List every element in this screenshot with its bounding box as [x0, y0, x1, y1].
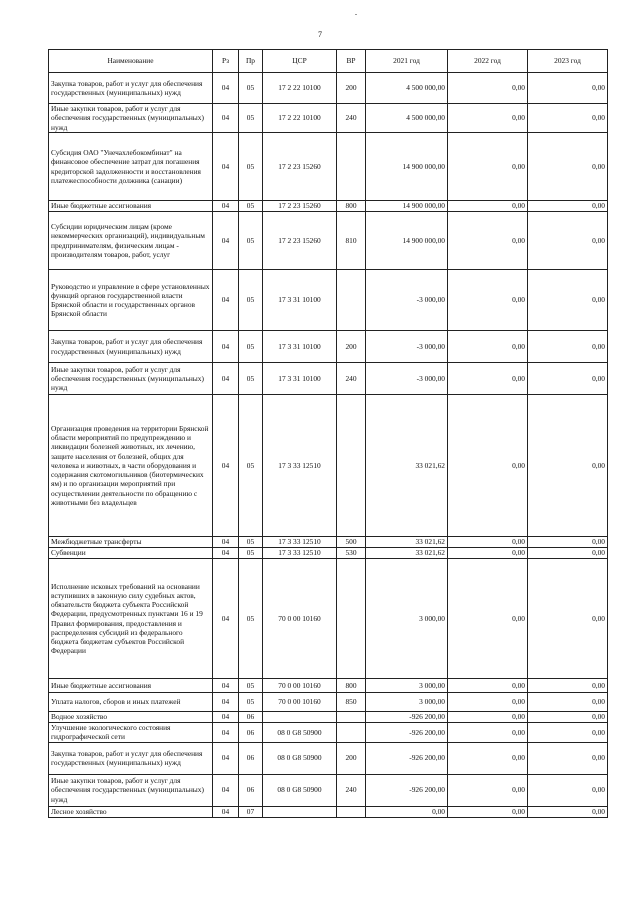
cell-name: Руководство и управление в сфере установленных функций органов государственной власти Брянской области и государственных органов Брянской области: [49, 270, 213, 331]
cell-y2023: 0,00: [528, 806, 608, 817]
cell-csr: 17 3 31 10100: [263, 363, 337, 395]
table-row: [49, 201, 608, 212]
cell-name: Улучшение экологического состояния гидрографической сети: [49, 723, 213, 743]
cell-name: Организация проведения на территории Брянской области мероприятий по предупреждению и ликвидации болезней животных, их лечению, защите населения от болезней, общих для человека и животных, в части оборудования и содержания скотомогильников (биотермических ям) и по организации мероприятий при осуществлении деятельности по обращению с животными без владельцев: [49, 395, 213, 537]
cell-csr: 17 3 33 12510: [263, 537, 337, 548]
table-row: [49, 559, 608, 679]
cell-pr: 05: [239, 679, 263, 693]
cell-y2023: 0,00: [528, 363, 608, 395]
cell-pr: 06: [239, 723, 263, 743]
cell-vr: [337, 712, 366, 723]
cell-rz: 04: [213, 363, 239, 395]
cell-rz: 04: [213, 742, 239, 774]
table-row: [49, 723, 608, 743]
cell-name: Иные закупки товаров, работ и услуг для обеспечения государственных (муниципальных) нужд: [49, 104, 213, 133]
table-row: [49, 363, 608, 395]
cell-csr: 17 3 31 10100: [263, 270, 337, 331]
cell-y2021: 14 900 000,00: [366, 212, 448, 270]
col-header-2023: 2023 год: [528, 50, 608, 73]
cell-vr: 240: [337, 104, 366, 133]
cell-pr: 05: [239, 133, 263, 201]
cell-y2021: 4 500 000,00: [366, 73, 448, 104]
cell-y2021: 14 900 000,00: [366, 201, 448, 212]
cell-y2021: 33 021,62: [366, 548, 448, 559]
cell-csr: 08 0 G8 50900: [263, 723, 337, 743]
cell-y2023: 0,00: [528, 537, 608, 548]
cell-y2023: 0,00: [528, 331, 608, 363]
col-header-2021: 2021 год: [366, 50, 448, 73]
cell-y2022: 0,00: [448, 559, 528, 679]
table-row: [49, 537, 608, 548]
cell-pr: 06: [239, 774, 263, 806]
table-row: [49, 104, 608, 133]
cell-vr: 240: [337, 774, 366, 806]
cell-name: Закупка товаров, работ и услуг для обеспечения государственных (муниципальных) нужд: [49, 331, 213, 363]
cell-vr: [337, 723, 366, 743]
cell-y2021: 33 021,62: [366, 395, 448, 537]
cell-rz: 04: [213, 331, 239, 363]
cell-pr: 05: [239, 548, 263, 559]
cell-rz: 04: [213, 212, 239, 270]
cell-csr: 70 0 00 10160: [263, 679, 337, 693]
cell-y2023: 0,00: [528, 712, 608, 723]
cell-y2023: 0,00: [528, 73, 608, 104]
cell-csr: 08 0 G8 50900: [263, 742, 337, 774]
cell-y2021: 0,00: [366, 806, 448, 817]
cell-csr: 17 2 23 15260: [263, 212, 337, 270]
table-row: [49, 395, 608, 537]
cell-y2021: -926 200,00: [366, 712, 448, 723]
cell-y2022: 0,00: [448, 363, 528, 395]
cell-pr: 07: [239, 806, 263, 817]
cell-y2022: 0,00: [448, 331, 528, 363]
cell-csr: 17 3 33 12510: [263, 548, 337, 559]
cell-y2021: -3 000,00: [366, 270, 448, 331]
cell-y2021: 3 000,00: [366, 679, 448, 693]
table-row: [49, 73, 608, 104]
col-header-2022: 2022 год: [448, 50, 528, 73]
cell-y2022: 0,00: [448, 537, 528, 548]
cell-y2022: 0,00: [448, 723, 528, 743]
cell-name: Иные бюджетные ассигнования: [49, 201, 213, 212]
page-number: 7: [318, 30, 322, 39]
cell-pr: 05: [239, 73, 263, 104]
col-header-pr: Пр: [239, 50, 263, 73]
cell-y2021: 3 000,00: [366, 559, 448, 679]
col-header-name: Наименование: [49, 50, 213, 73]
cell-y2023: 0,00: [528, 201, 608, 212]
cell-name: Уплата налогов, сборов и иных платежей: [49, 693, 213, 712]
cell-pr: 05: [239, 270, 263, 331]
cell-csr: 17 2 23 15260: [263, 133, 337, 201]
cell-name: Иные бюджетные ассигнования: [49, 679, 213, 693]
cell-y2023: 0,00: [528, 548, 608, 559]
table-row: [49, 693, 608, 712]
cell-y2023: 0,00: [528, 104, 608, 133]
scan-artifact: [355, 14, 357, 15]
cell-y2021: 14 900 000,00: [366, 133, 448, 201]
cell-name: Субвенции: [49, 548, 213, 559]
cell-y2022: 0,00: [448, 73, 528, 104]
cell-csr: 17 3 33 12510: [263, 395, 337, 537]
cell-csr: 70 0 00 10160: [263, 559, 337, 679]
cell-vr: 810: [337, 212, 366, 270]
cell-y2023: 0,00: [528, 723, 608, 743]
cell-pr: 06: [239, 742, 263, 774]
cell-y2022: 0,00: [448, 133, 528, 201]
col-header-csr: ЦСР: [263, 50, 337, 73]
cell-y2021: 33 021,62: [366, 537, 448, 548]
cell-vr: 240: [337, 363, 366, 395]
col-header-rz: Рз: [213, 50, 239, 73]
table-row: [49, 331, 608, 363]
cell-y2021: -926 200,00: [366, 742, 448, 774]
cell-y2023: 0,00: [528, 679, 608, 693]
cell-rz: 04: [213, 559, 239, 679]
cell-csr: [263, 712, 337, 723]
cell-y2023: 0,00: [528, 559, 608, 679]
cell-y2021: -926 200,00: [366, 774, 448, 806]
cell-pr: 05: [239, 201, 263, 212]
cell-name: Закупка товаров, работ и услуг для обеспечения государственных (муниципальных) нужд: [49, 73, 213, 104]
cell-pr: 05: [239, 212, 263, 270]
cell-pr: 05: [239, 537, 263, 548]
cell-y2023: 0,00: [528, 395, 608, 537]
table-row: [49, 548, 608, 559]
cell-rz: 04: [213, 679, 239, 693]
cell-vr: 530: [337, 548, 366, 559]
cell-csr: 17 3 31 10100: [263, 331, 337, 363]
cell-pr: 05: [239, 363, 263, 395]
cell-vr: [337, 395, 366, 537]
cell-y2022: 0,00: [448, 270, 528, 331]
cell-rz: 04: [213, 774, 239, 806]
cell-y2022: 0,00: [448, 712, 528, 723]
table-row: [49, 712, 608, 723]
cell-rz: 04: [213, 133, 239, 201]
cell-y2023: 0,00: [528, 212, 608, 270]
cell-rz: 04: [213, 723, 239, 743]
cell-csr: 70 0 00 10160: [263, 693, 337, 712]
cell-y2022: 0,00: [448, 395, 528, 537]
cell-pr: 05: [239, 331, 263, 363]
cell-name: Межбюджетные трансферты: [49, 537, 213, 548]
cell-y2023: 0,00: [528, 693, 608, 712]
table-row: [49, 806, 608, 817]
cell-rz: 04: [213, 537, 239, 548]
cell-y2022: 0,00: [448, 548, 528, 559]
cell-y2022: 0,00: [448, 693, 528, 712]
cell-vr: 200: [337, 331, 366, 363]
cell-y2021: -926 200,00: [366, 723, 448, 743]
cell-rz: 04: [213, 712, 239, 723]
table-row: [49, 742, 608, 774]
cell-pr: 05: [239, 104, 263, 133]
cell-name: Исполнение исковых требований на основании вступивших в законную силу судебных актов, обязательств бюджета субъекта Российской Федерации, предусмотренных пунктами 16 и 19 Правил формирования, предоставления и распределения субсидий из федерального бюджета бюджетам субъектов Российской Федерации: [49, 559, 213, 679]
cell-y2023: 0,00: [528, 774, 608, 806]
table-row: [49, 774, 608, 806]
cell-name: Субсидия ОАО "Унечахлебокомбинат" на финансовое обеспечение затрат для погашения кредиторской задолженности и восстановления платежеспособности должника (санации): [49, 133, 213, 201]
table-row: [49, 270, 608, 331]
cell-y2022: 0,00: [448, 742, 528, 774]
cell-vr: [337, 559, 366, 679]
cell-csr: 17 2 22 10100: [263, 73, 337, 104]
table-header-row: [49, 50, 608, 73]
cell-pr: 05: [239, 559, 263, 679]
table-row: [49, 212, 608, 270]
cell-vr: [337, 806, 366, 817]
cell-vr: 200: [337, 742, 366, 774]
table-row: [49, 679, 608, 693]
cell-csr: 08 0 G8 50900: [263, 774, 337, 806]
cell-rz: 04: [213, 104, 239, 133]
cell-rz: 04: [213, 201, 239, 212]
col-header-vr: ВР: [337, 50, 366, 73]
cell-y2021: -3 000,00: [366, 363, 448, 395]
cell-rz: 04: [213, 270, 239, 331]
cell-y2021: 3 000,00: [366, 693, 448, 712]
cell-y2022: 0,00: [448, 201, 528, 212]
cell-vr: 850: [337, 693, 366, 712]
cell-y2022: 0,00: [448, 212, 528, 270]
cell-y2022: 0,00: [448, 679, 528, 693]
table-row: [49, 133, 608, 201]
cell-vr: [337, 270, 366, 331]
cell-y2021: -3 000,00: [366, 331, 448, 363]
cell-rz: 04: [213, 395, 239, 537]
cell-y2023: 0,00: [528, 742, 608, 774]
cell-name: Иные закупки товаров, работ и услуг для обеспечения государственных (муниципальных) нужд: [49, 774, 213, 806]
cell-vr: 800: [337, 679, 366, 693]
cell-pr: 05: [239, 395, 263, 537]
cell-vr: 200: [337, 73, 366, 104]
budget-table: [48, 49, 608, 818]
cell-name: Водное хозяйство: [49, 712, 213, 723]
cell-name: Субсидии юридическим лицам (кроме некоммерческих организаций), индивидуальным предпринимателям, физическим лицам - производителям товаров, работ, услуг: [49, 212, 213, 270]
cell-pr: 06: [239, 712, 263, 723]
cell-rz: 04: [213, 548, 239, 559]
table-body: [49, 73, 608, 818]
cell-csr: 17 2 23 15260: [263, 201, 337, 212]
cell-csr: 17 2 22 10100: [263, 104, 337, 133]
cell-rz: 04: [213, 73, 239, 104]
cell-name: Закупка товаров, работ и услуг для обеспечения государственных (муниципальных) нужд: [49, 742, 213, 774]
cell-name: Иные закупки товаров, работ и услуг для обеспечения государственных (муниципальных) нужд: [49, 363, 213, 395]
cell-y2022: 0,00: [448, 104, 528, 133]
cell-csr: [263, 806, 337, 817]
cell-name: Лесное хозяйство: [49, 806, 213, 817]
cell-y2022: 0,00: [448, 806, 528, 817]
cell-vr: 500: [337, 537, 366, 548]
cell-y2023: 0,00: [528, 270, 608, 331]
cell-vr: [337, 133, 366, 201]
cell-y2023: 0,00: [528, 133, 608, 201]
cell-rz: 04: [213, 693, 239, 712]
cell-y2021: 4 500 000,00: [366, 104, 448, 133]
cell-vr: 800: [337, 201, 366, 212]
cell-rz: 04: [213, 806, 239, 817]
cell-pr: 05: [239, 693, 263, 712]
cell-y2022: 0,00: [448, 774, 528, 806]
